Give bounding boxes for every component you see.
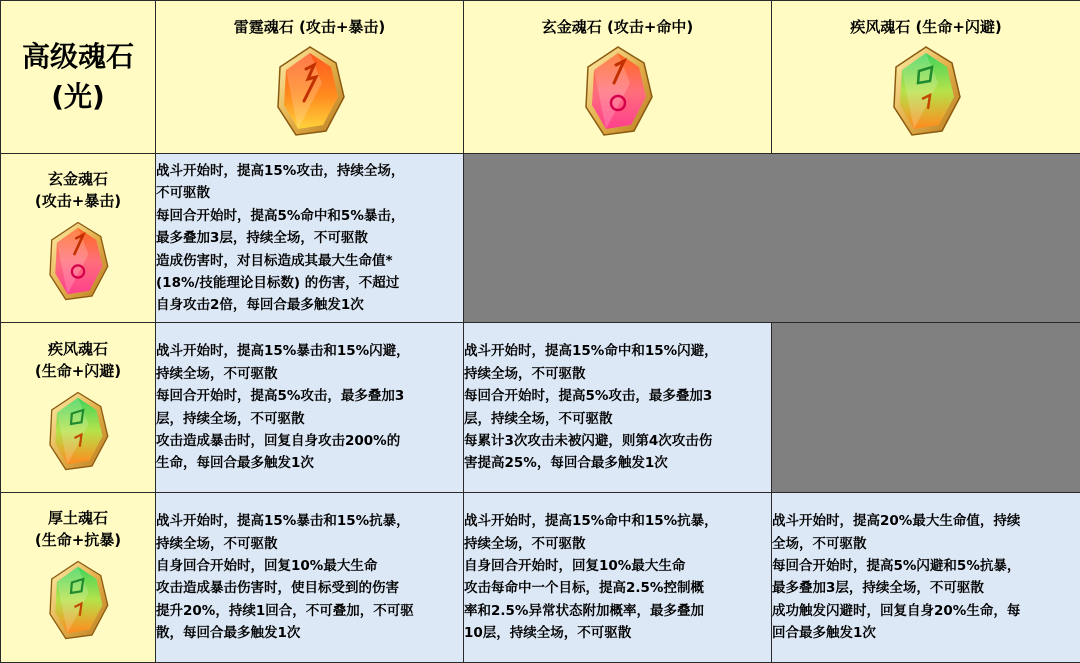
table-title-line2: (光) — [51, 80, 105, 114]
row-header-3 — [1, 492, 156, 662]
red-pink-gem-icon — [43, 218, 113, 304]
desc-line: 持续全场，不可驱散 — [156, 535, 278, 552]
column-header-label: 疾风魂石 (生命+闪避) — [850, 17, 1002, 36]
green-gem-icon — [43, 557, 113, 643]
column-header-label: 玄金魂石 (攻击+命中) — [541, 17, 694, 36]
desc-line: 自身回合开始时，回复10%最大生命 — [156, 557, 378, 574]
column-header-2 — [464, 1, 772, 154]
desc-line: 提升20%，持续1回合，不可叠加，不可驱 — [156, 602, 414, 619]
desc-line: 战斗开始时，提高15%暴击和15%闪避， — [156, 343, 410, 360]
desc-line: 战斗开始时，提高20%最大生命值，持续 — [772, 513, 1021, 530]
row-header-attrs: (生命+抗暴) — [34, 531, 122, 550]
row-header-name: 玄金魂石 — [47, 170, 108, 189]
table-row — [1, 154, 1080, 323]
desc-line: 率和2.5%异常状态附加概率，最多叠加 — [464, 602, 704, 619]
desc-line: 战斗开始时，提高15%暴击和15%抗暴， — [156, 513, 410, 530]
row-header-name: 疾风魂石 — [47, 339, 108, 358]
header-row — [1, 1, 1080, 154]
desc-line: 回合最多触发1次 — [772, 625, 876, 642]
desc-line: 攻击造成暴击时，回复自身攻击200%的 — [156, 433, 401, 449]
row-header-1 — [1, 154, 156, 323]
desc-line: 成功触发闪避时，回复自身20%生命，每 — [772, 602, 1021, 619]
combo-cell-r3-c2 — [464, 492, 772, 662]
desc-line: 全场，不可驱散 — [772, 535, 867, 552]
desc-line: 战斗开始时，提高15%命中和15%闪避， — [464, 343, 718, 360]
desc-line: 战斗开始时，提高15%攻击，持续全场， — [156, 162, 405, 179]
column-header-label: 雷霆魂石 (攻击+暴击) — [233, 17, 386, 36]
corner-cell — [1, 1, 156, 154]
desc-line: 最多叠加3层，持续全场，不可驱散 — [156, 230, 368, 247]
combo-cell-r1-c1 — [156, 154, 464, 323]
table-title-line1: 高级魂石 — [21, 40, 134, 74]
combo-cell-r2-c1 — [156, 323, 464, 492]
desc-line: 每回合开始时，提高5%攻击，最多叠加3 — [464, 388, 713, 405]
desc-line: 不可驱散 — [156, 185, 210, 202]
row-header-2 — [1, 323, 156, 492]
desc-line: 层，持续全场，不可驱散 — [156, 410, 305, 427]
green-gem-icon — [886, 43, 966, 139]
column-header-3 — [772, 1, 1080, 154]
combo-cell-r2-c2 — [464, 323, 772, 492]
empty-cell — [464, 154, 1080, 323]
desc-line: 层，持续全场，不可驱散 — [464, 410, 613, 427]
table-title — [1, 37, 155, 117]
table-row — [1, 492, 1080, 662]
desc-line: 自身攻击2倍，每回合最多触发1次 — [156, 297, 364, 314]
red-gem-icon — [270, 43, 350, 139]
desc-line: 每累计3次攻击未被闪避，则第4次攻击伤 — [464, 433, 713, 449]
desc-line: 攻击造成暴击伤害时，使目标受到的伤害 — [156, 580, 399, 597]
desc-line: 每回合开始时，提高5%攻击，最多叠加3 — [156, 388, 405, 405]
desc-line: 害提高25%，每回合最多触发1次 — [464, 455, 668, 472]
desc-line: 持续全场，不可驱散 — [464, 535, 586, 552]
red-pink-gem-icon — [578, 43, 658, 139]
desc-line: 造成伤害时，对目标造成其最大生命值* — [156, 252, 393, 269]
desc-line: 持续全场，不可驱散 — [156, 365, 278, 382]
row-header-attrs: (攻击+暴击) — [34, 192, 122, 211]
desc-line: 每回合开始时，提高5%命中和5%暴击， — [156, 207, 405, 224]
row-header-attrs: (生命+闪避) — [34, 361, 122, 380]
desc-line: 攻击每命中一个目标，提高2.5%控制概 — [464, 580, 704, 597]
desc-line: 10层，持续全场，不可驱散 — [464, 625, 632, 642]
combo-cell-r3-c3 — [772, 492, 1080, 662]
desc-line: 最多叠加3层，持续全场，不可驱散 — [772, 580, 984, 597]
desc-line: 战斗开始时，提高15%命中和15%抗暴， — [464, 513, 718, 530]
desc-line: 每回合开始时，提高5%闪避和5%抗暴， — [772, 557, 1021, 574]
combo-cell-r3-c1 — [156, 492, 464, 662]
table-row — [1, 323, 1080, 492]
green-gem-icon — [43, 388, 113, 474]
desc-line: 自身回合开始时，回复10%最大生命 — [464, 557, 686, 574]
column-header-1 — [156, 1, 464, 154]
row-header-name: 厚土魂石 — [47, 509, 108, 528]
desc-line: 散，每回合最多触发1次 — [156, 625, 301, 642]
desc-line: (18%/技能理论目标数) 的伤害，不超过 — [156, 274, 400, 291]
empty-cell — [772, 323, 1080, 492]
desc-line: 持续全场，不可驱散 — [464, 365, 586, 382]
desc-line: 生命，每回合最多触发1次 — [156, 455, 314, 472]
